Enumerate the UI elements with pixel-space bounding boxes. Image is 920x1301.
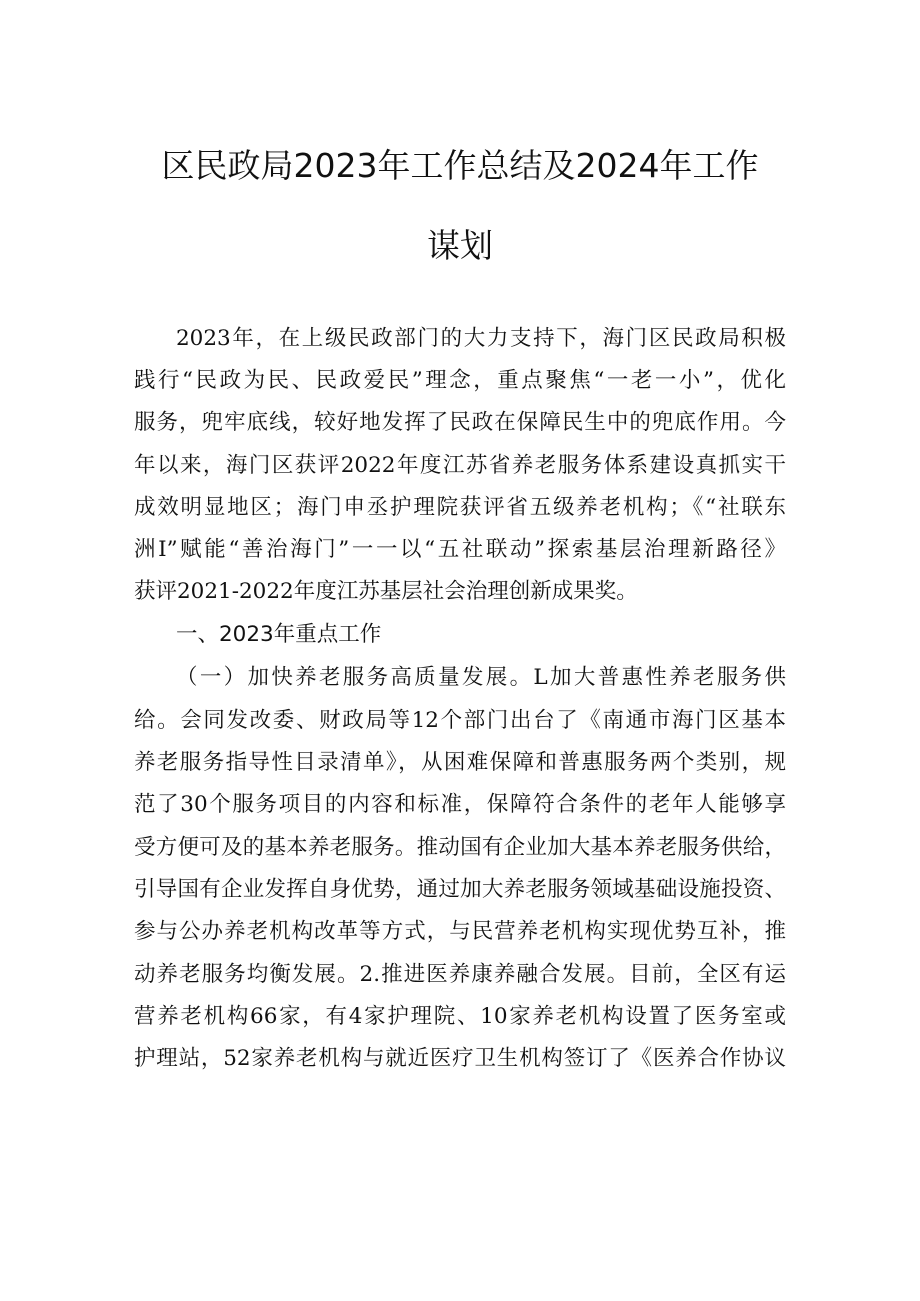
intro-line-4: 年以来，海门区获评2022年度江苏省养老服务体系建设真抓实干	[134, 453, 786, 478]
body-line-3: 养老服务指导性目录清单》，从困难保障和普惠服务两个类别，规	[134, 750, 786, 775]
body-line-8: 动养老服务均衡发展。2.推进医养康养融合发展。目前，全区有运	[134, 962, 786, 987]
body-line-1: （一）加快养老服务高质量发展。L加大普惠性养老服务供	[176, 665, 786, 690]
intro-line-1: 2023年，在上级民政部门的大力支持下，海门区民政局积极	[176, 326, 786, 351]
body-line-9: 营养老机构66家，有4家护理院、10家养老机构设置了医务室或	[134, 1004, 786, 1029]
body-line-7: 参与公办养老机构改革等方式，与民营养老机构实现优势互补，推	[134, 919, 786, 944]
intro-line-2: 践行“民政为民、民政爱民”理念，重点聚焦“一老一小”，优化	[134, 368, 786, 393]
intro-line-5: 成效明显地区；海门申丞护理院获评省五级养老机构；《“社联东	[134, 495, 786, 520]
section-heading: 一、2023年重点工作	[176, 622, 382, 647]
intro-line-6: 洲I”赋能“善治海门”一一以“五社联动”探索基层治理新路径》	[134, 537, 786, 562]
intro-line-7: 获评2021-2022年度江苏基层社会治理创新成果奖。	[134, 579, 638, 604]
document-title-line-2: 谋划	[427, 226, 493, 265]
body-line-2: 给。会同发改委、财政局等12个部门出台了《南通市海门区基本	[134, 708, 786, 733]
body-line-5: 受方便可及的基本养老服务。推动国有企业加大基本养老服务供给，	[134, 835, 786, 860]
body-line-6: 引导国有企业发挥自身优势，通过加大养老服务领域基础设施投资、	[134, 877, 786, 902]
document-title-line-1: 区民政局2023年工作总结及2024年工作	[161, 146, 759, 185]
body-line-10: 护理站，52家养老机构与就近医疗卫生机构签订了《医养合作协议	[134, 1046, 786, 1071]
body-line-4: 范了30个服务项目的内容和标准，保障符合条件的老年人能够享	[134, 792, 786, 817]
intro-line-3: 服务，兜牢底线，较好地发挥了民政在保障民生中的兜底作用。今	[134, 410, 786, 435]
